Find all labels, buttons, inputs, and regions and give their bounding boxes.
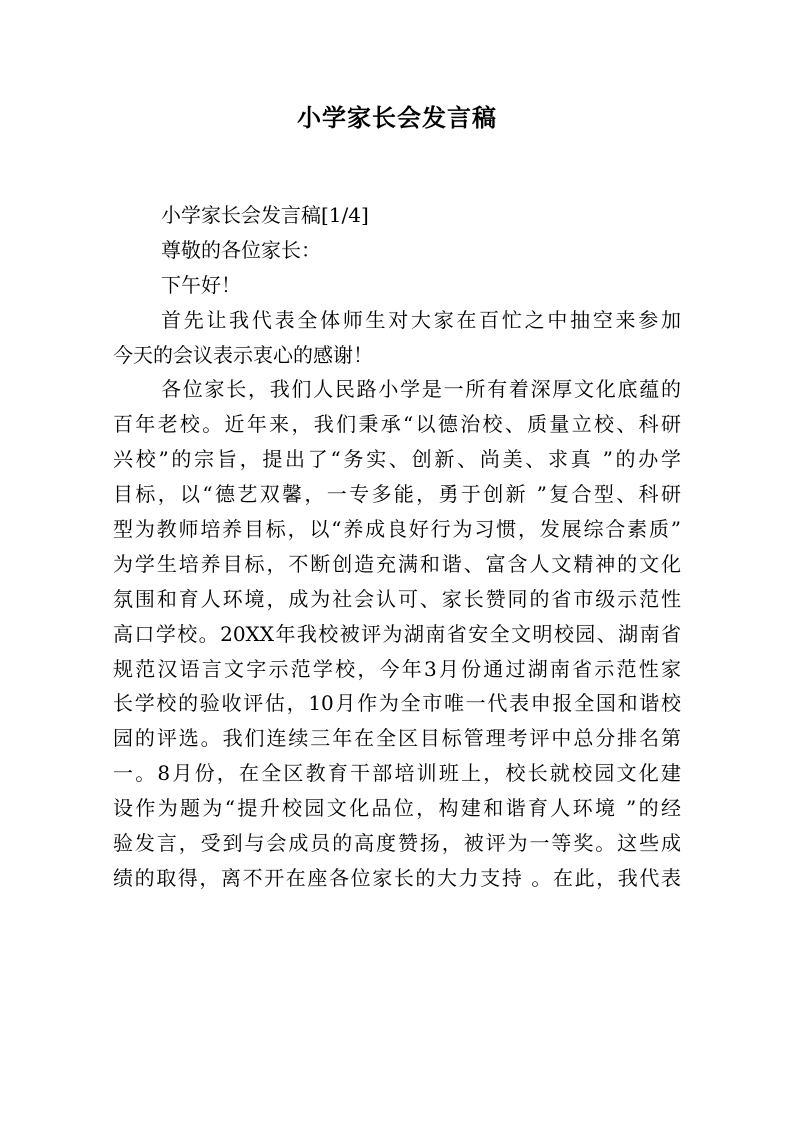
- document-line: 尊敬的各位家长：: [161, 237, 321, 262]
- document-line: 规范汉语言文字示范学校，今年3月份通过湖南省示范性家: [113, 656, 681, 681]
- document-line: 目标，以“德艺双馨，一专多能，勇于创新 ”复合型、科研: [113, 482, 681, 507]
- document-line: 一。8月份，在全区教育干部培训班上，校长就校园文化建: [113, 761, 681, 786]
- document-line: 下午好！: [161, 272, 241, 297]
- document-line: 型为教师培养目标，以“养成良好行为习惯，发展综合素质”: [113, 517, 681, 542]
- document-body: [113, 198, 681, 896]
- document-line: 今天的会议表示衷心的感谢！: [113, 342, 373, 367]
- document-line: 兴校”的宗旨，提出了“务实、创新、尚美、求真 ”的办学: [113, 447, 681, 472]
- document-line: 绩的取得，离不开在座各位家长的大力支持 。在此，我代表: [113, 865, 681, 890]
- document-line: 氛围和育人环境，成为社会认可、家长赞同的省市级示范性: [113, 586, 681, 611]
- document-line: 设作为题为“提升校园文化品位，构建和谐育人环境 ”的经: [113, 796, 681, 821]
- document-line: 为学生培养目标，不断创造充满和谐、富含人文精神的文化: [113, 551, 681, 576]
- document-line: 各位家长，我们人民路小学是一所有着深厚文化底蕴的: [161, 377, 681, 402]
- document-line: 园的评选。我们连续三年在全区目标管理考评中总分排名第: [113, 726, 681, 751]
- document-line: 长学校的验收评估，10月作为全市唯一代表申报全国和谐校: [113, 691, 681, 716]
- document-line: 小学家长会发言稿[1/4]: [161, 203, 369, 227]
- document-line: 高口学校。20XX年我校被评为湖南省安全文明校园、湖南省: [113, 621, 681, 646]
- document-line: 首先让我代表全体师生对大家在百忙之中抽空来参加: [161, 307, 681, 332]
- document-title: 小学家长会发言稿: [297, 104, 497, 132]
- document-line: 百年老校。近年来，我们秉承“以德治校、质量立校、科研: [113, 412, 681, 437]
- document-line: 验发言，受到与会成员的高度赞扬，被评为一等奖。这些成: [113, 831, 681, 856]
